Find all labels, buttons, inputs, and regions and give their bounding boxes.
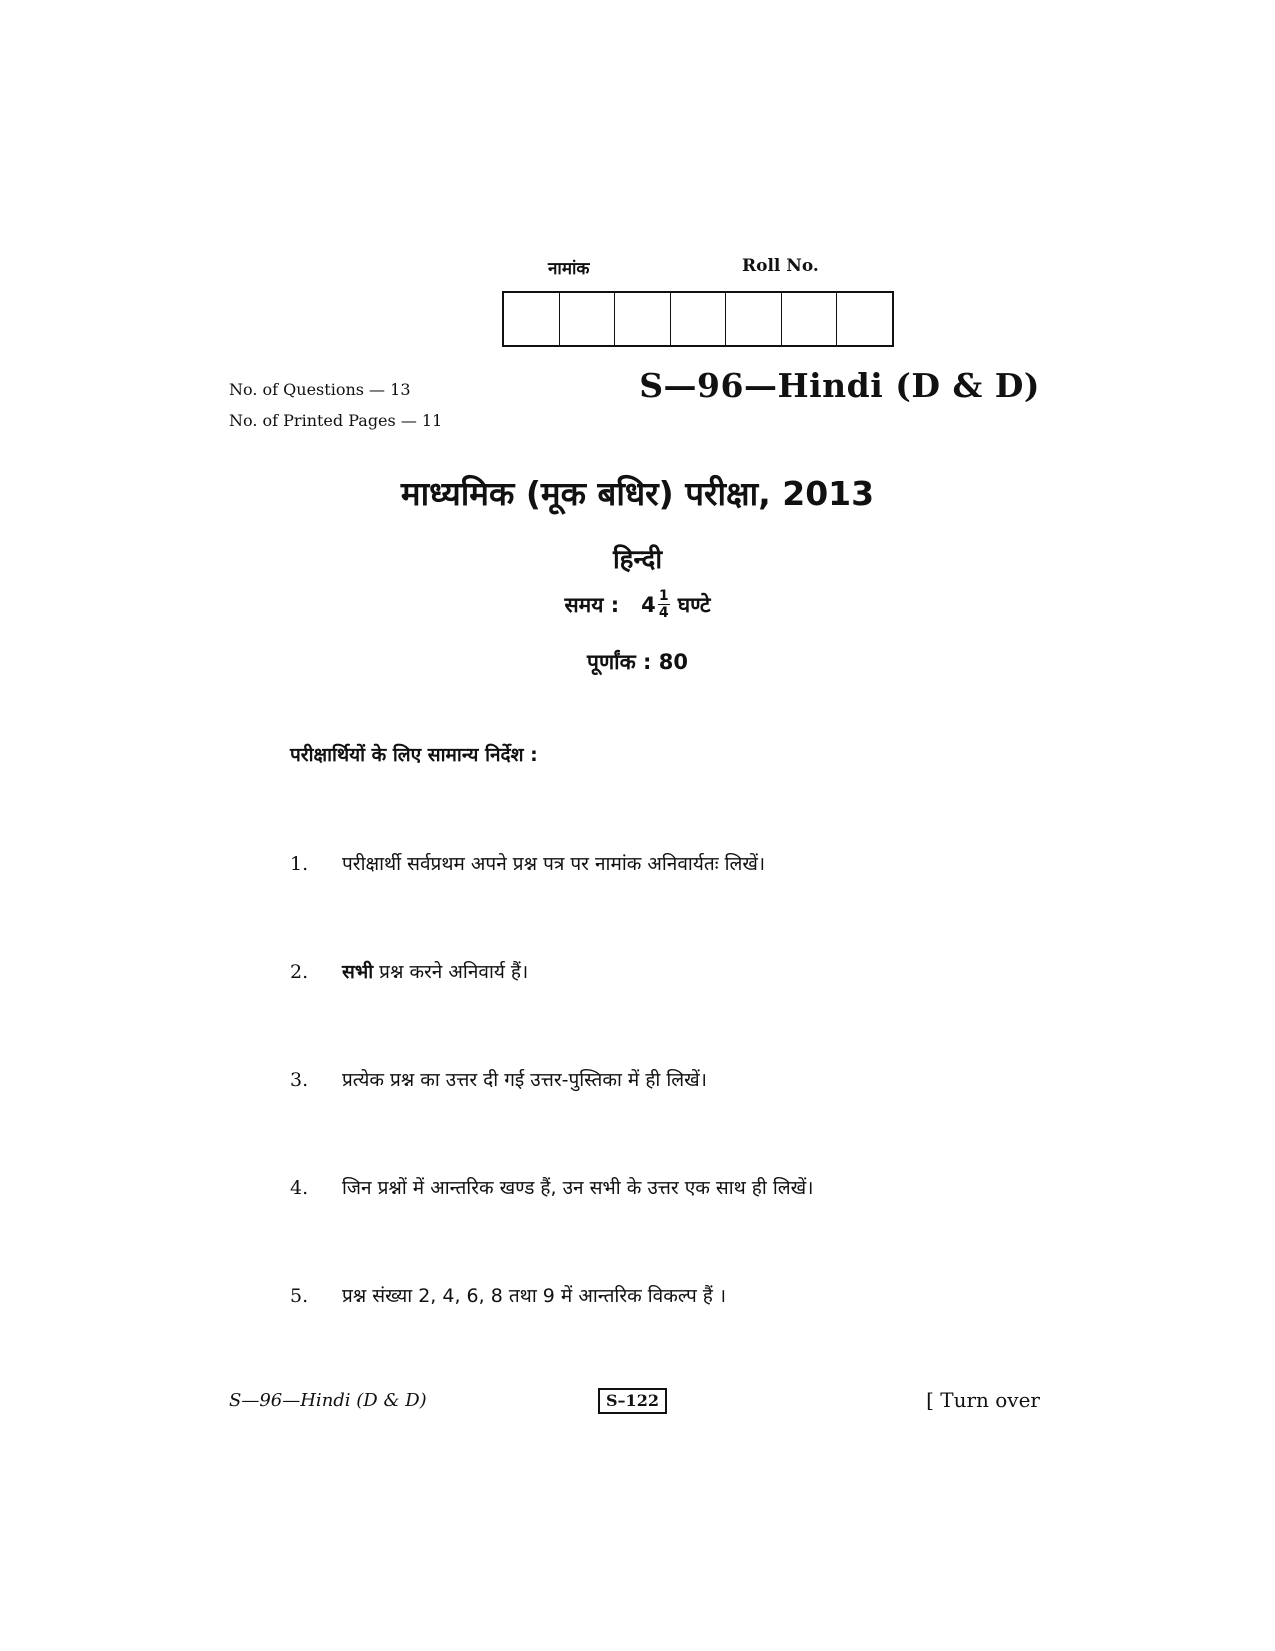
roll-box[interactable] (504, 293, 560, 345)
time-label: समय : (564, 592, 620, 617)
roll-box[interactable] (782, 293, 838, 345)
roll-label-hindi: नामांक (548, 259, 590, 279)
number-of-pages: No. of Printed Pages — 11 (229, 411, 443, 430)
turn-over-label: [ Turn over (926, 1388, 1040, 1412)
instruction-number: 2. (290, 961, 309, 983)
roll-box[interactable] (726, 293, 782, 345)
instruction-number: 4. (290, 1177, 309, 1199)
roll-box[interactable] (671, 293, 727, 345)
instruction-number: 3. (290, 1069, 309, 1091)
instruction-text: प्रश्न करने अनिवार्य हैं। (373, 961, 529, 983)
instruction-number: 1. (290, 853, 309, 875)
instruction-text: परीक्षार्थी सर्वप्रथम अपने प्रश्न पत्र पर नामांक अनिवार्यतः लिखें। (342, 853, 766, 875)
instruction-item (290, 958, 528, 984)
instruction-number: 5. (290, 1285, 309, 1307)
instruction-text: प्रश्न संख्या 2, 4, 6, 8 तथा 9 में आन्तरिक विकल्प हैं । (342, 1285, 727, 1307)
instruction-item (290, 1174, 813, 1200)
number-of-questions: No. of Questions — 13 (229, 380, 411, 399)
footer-paper-code: S—96—Hindi (D & D) (229, 1390, 427, 1411)
instruction-item (290, 1066, 707, 1092)
exam-title: माध्यमिक (मूक बधिर) परीक्षा, 2013 (400, 474, 875, 513)
instruction-item (290, 850, 765, 876)
max-marks: पूर्णांक : 80 (587, 650, 688, 674)
roll-box[interactable] (560, 293, 616, 345)
time-fraction (658, 588, 670, 621)
instruction-text: प्रत्येक प्रश्न का उत्तर दी गई उत्तर-पुस्तिका में ही लिखें। (342, 1069, 707, 1091)
time-numerator: 1 (658, 588, 669, 604)
instruction-emphasis: सभी (342, 961, 374, 983)
instructions-heading: परीक्षार्थियों के लिए सामान्य निर्देश : (290, 744, 538, 766)
time-unit: घण्टे (677, 592, 711, 617)
subject-name: हिन्दी (612, 545, 663, 575)
instruction-item (290, 1282, 726, 1308)
roll-box[interactable] (837, 293, 892, 345)
footer-series-code: S–122 (598, 1388, 667, 1414)
exam-duration (0, 588, 1275, 621)
time-whole: 4 (641, 592, 656, 617)
roll-number-boxes[interactable] (502, 291, 894, 347)
paper-code: S—96—Hindi (D & D) (639, 366, 1040, 405)
roll-label-english: Roll No. (742, 256, 819, 276)
time-denominator: 4 (658, 605, 669, 621)
roll-box[interactable] (615, 293, 671, 345)
instruction-text: जिन प्रश्नों में आन्तरिक खण्ड हैं, उन सभी के उत्तर एक साथ ही लिखें। (342, 1177, 814, 1199)
